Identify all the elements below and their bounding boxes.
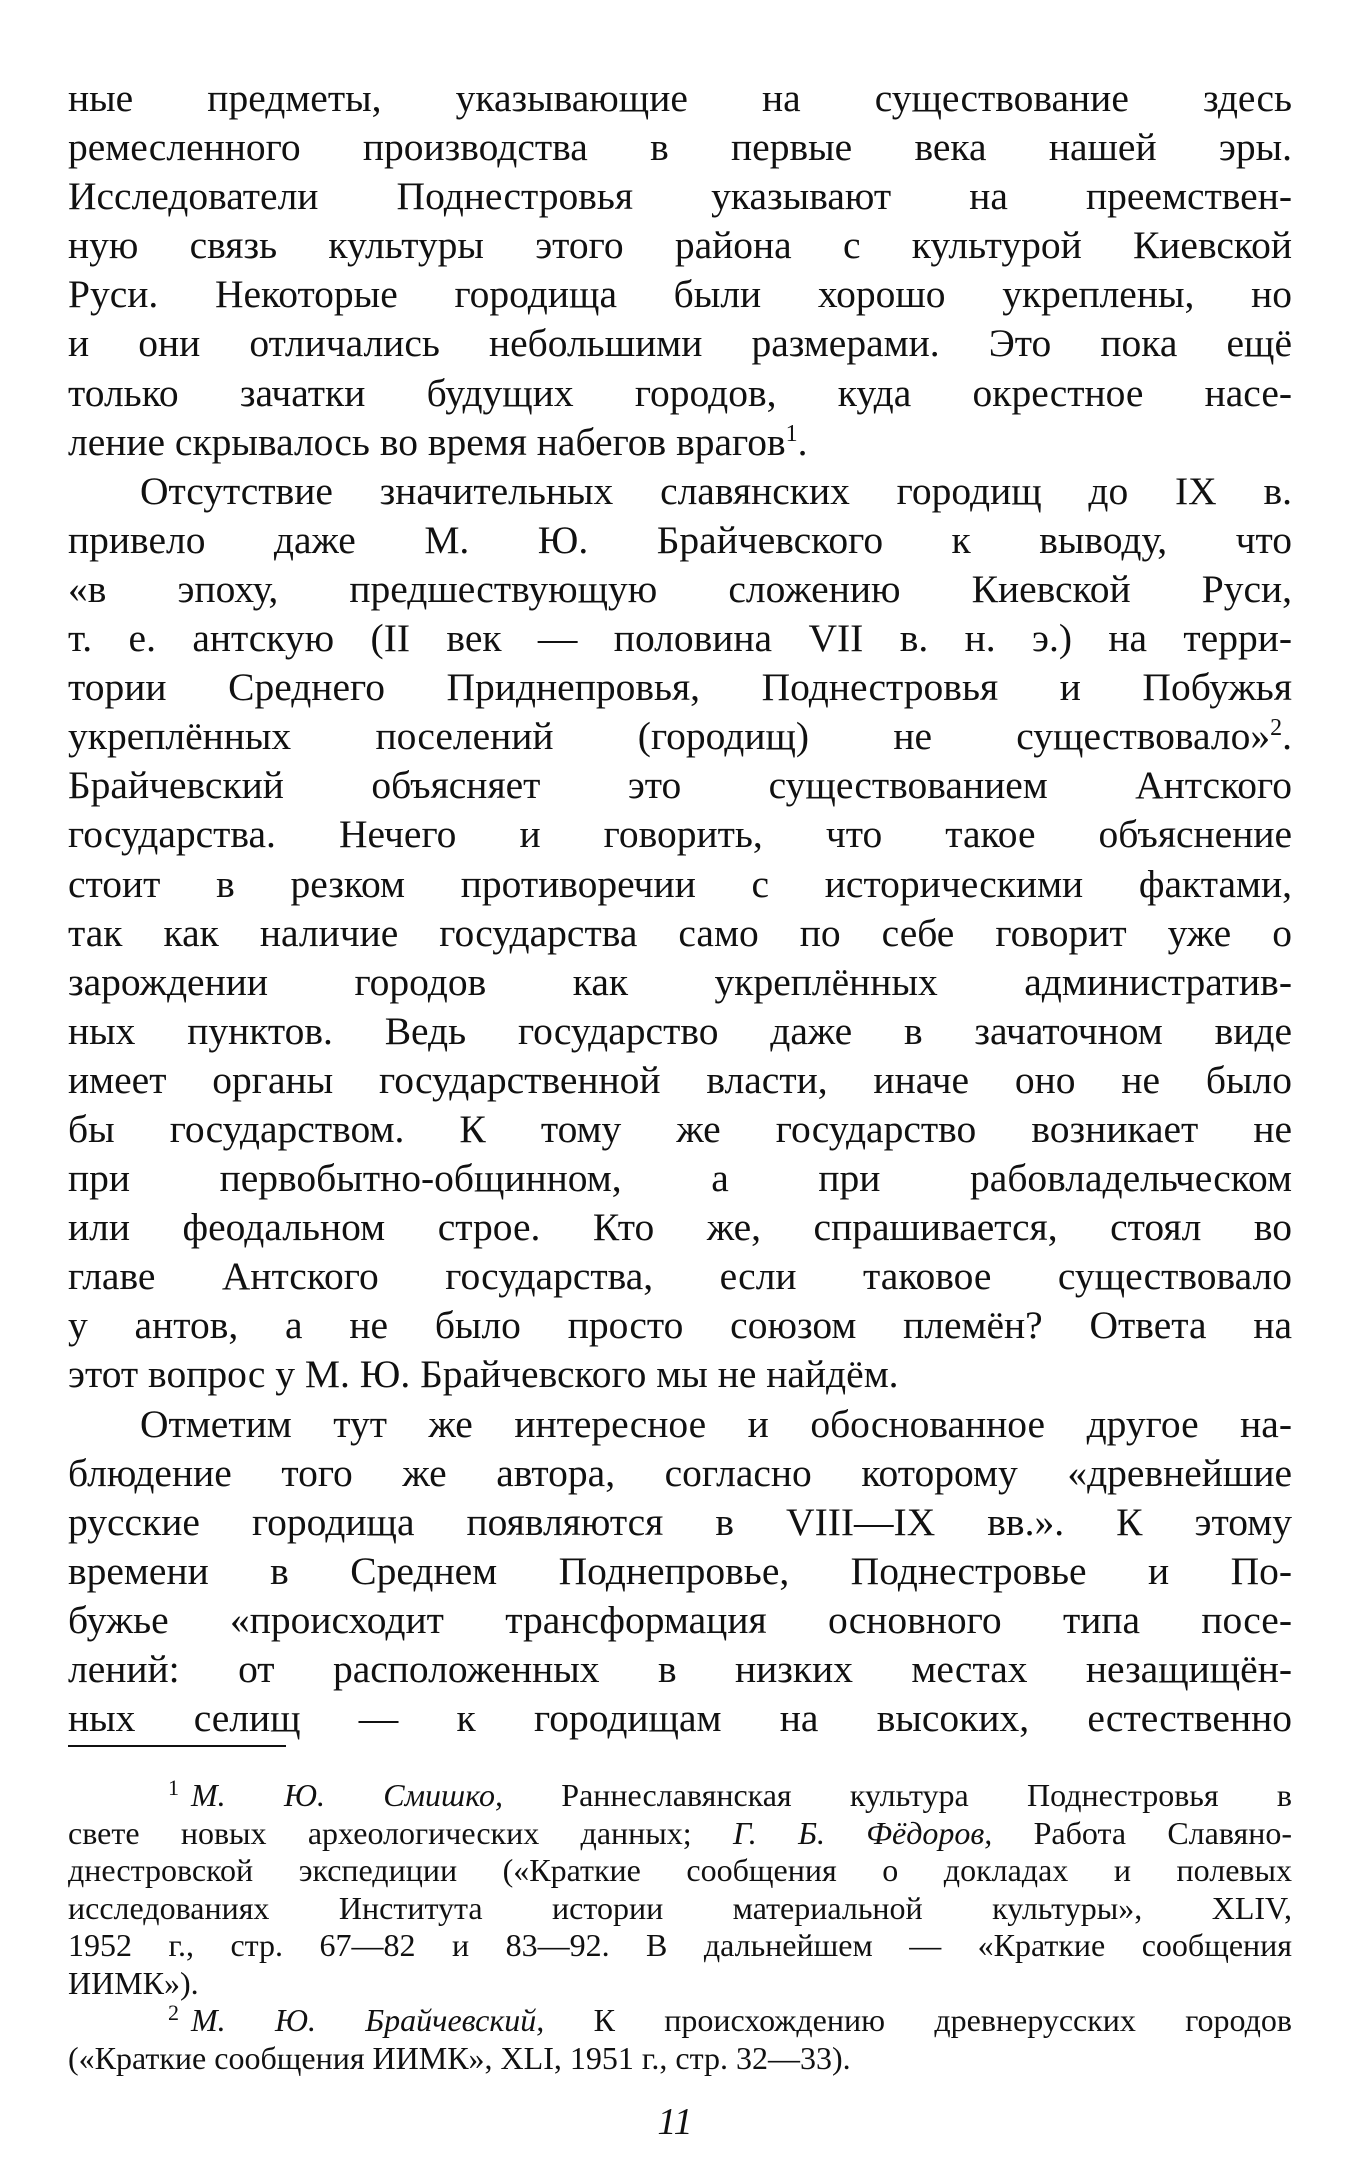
line-text: ных пунктов. Ведь государство даже в зачаточном виде: [68, 1008, 1292, 1053]
footnote-line: 1952 г., стр. 67—82 и 83—92. В дальнейшем — «Краткие сообщения: [68, 1927, 1292, 1963]
footnote-author: М. Ю. Брайчевский,: [191, 2002, 545, 2038]
line-text: государства. Нечего и говорить, что такое объяснение: [68, 812, 1292, 857]
text-line: [68, 221, 1292, 270]
text-line: [68, 172, 1292, 221]
footnotes: [68, 1777, 1292, 2077]
footnote-author: Г. Б. Фёдоров,: [732, 1814, 993, 1851]
line-text: времени в Среднем Поднепровье, Поднестровье и По-: [68, 1548, 1292, 1593]
line-text: имеет органы государственной власти, иначе оно не было: [68, 1057, 1292, 1102]
line-text: бы государством. К тому же государство возникает не: [68, 1106, 1292, 1151]
line-text: бужье «происходит трансформация основного типа посе-: [68, 1597, 1292, 1642]
main-text: [68, 74, 1292, 1743]
text-line: [68, 1449, 1292, 1498]
text-line: [68, 909, 1292, 958]
paragraph: [68, 467, 1292, 1400]
text-line: [68, 614, 1292, 663]
line-text: стоит в резком противоречии с историческими фактами,: [68, 861, 1292, 906]
text-line: [68, 74, 1292, 123]
line-text: ремесленного производства в первые века нашей эры.: [68, 125, 1292, 170]
line-text: так как наличие государства само по себе говорит уже о: [68, 910, 1292, 955]
text-line: [68, 1350, 1292, 1399]
line-text: главе Антского государства, если таковое существовало: [68, 1254, 1292, 1299]
line-text: Отметим тут же интересное и обоснованное другое на-: [140, 1401, 1292, 1446]
text-line: [68, 1498, 1292, 1547]
text-line: [68, 319, 1292, 368]
text-line: [68, 1596, 1292, 1645]
text-line: [68, 712, 1292, 761]
line-text: т. е. антскую (II век — половина VII в. н. э.) на терри-: [68, 616, 1292, 661]
footnote-line: [68, 1777, 1292, 1815]
line-tail: .: [797, 419, 808, 464]
footnote-line: [68, 2002, 1292, 2040]
page-number: 11: [657, 2101, 693, 2143]
footnote-number: 2: [168, 2000, 179, 2025]
line-text: зарождении городов как укреплённых административ-: [68, 959, 1292, 1004]
text-line: [68, 1154, 1292, 1203]
text-line: [68, 369, 1292, 418]
footnote-ref[interactable]: 1: [785, 420, 798, 447]
footnote-line: исследованиях Института истории материальной культуры», XLIV,: [68, 1889, 1292, 1926]
footnote-ref[interactable]: 2: [1270, 715, 1283, 742]
line-text: Отсутствие значительных славянских городищ до IX в.: [140, 468, 1292, 513]
line-tail: .: [1282, 714, 1292, 759]
line-text: тории Среднего Приднепровья, Поднестровья и Побужья: [68, 665, 1292, 710]
footnote-1: [68, 1777, 1292, 2002]
footnote-line: ИИМК»).: [68, 1964, 199, 2001]
text-line: [68, 1400, 1292, 1449]
footnote-separator: [68, 1745, 286, 1747]
footnote-text: свете новых археологических данных;: [68, 1814, 692, 1851]
footnote-line: [68, 1815, 1292, 1853]
paragraph: [68, 74, 1292, 467]
footnote-line: («Краткие сообщения ИИМК», XLI, 1951 г., стр. 32—33).: [68, 2039, 851, 2076]
footnote-number: 1: [168, 1775, 179, 1800]
line-text: ных селищ — к городищам на высоких, естественно: [68, 1696, 1292, 1741]
line-text: только зачатки будущих городов, куда окрестное насе-: [68, 370, 1292, 415]
text-line: [68, 565, 1292, 614]
line-text: или феодальном строе. Кто же, спрашивается, стоял во: [68, 1205, 1292, 1250]
line-text: Исследователи Поднестровья указывают на преемствен-: [68, 174, 1292, 219]
footnote-author: М. Ю. Смишко,: [191, 1777, 503, 1813]
line-text: русские городища появляются в VIII—IX вв.». К этому: [68, 1499, 1292, 1544]
text-line: [68, 123, 1292, 172]
line-text: ные предметы, указывающие на существование здесь: [68, 76, 1292, 120]
paragraph: [68, 1400, 1292, 1744]
text-line: [68, 1105, 1292, 1154]
text-line: [68, 418, 1292, 467]
text-line: [68, 958, 1292, 1007]
text-line: [68, 1547, 1292, 1596]
line-text: у антов, а не было просто союзом племён? Ответа на: [68, 1303, 1292, 1348]
line-text: и они отличались небольшими размерами. Это пока ещё: [68, 321, 1292, 366]
text-line: [68, 810, 1292, 859]
text-line: [68, 1694, 1292, 1743]
line-text: при первобытно-общинном, а при рабовладельческом: [68, 1156, 1292, 1201]
footnote-line: днестровской экспедиции («Краткие сообщения о докладах и полевых: [68, 1852, 1292, 1888]
line-text: блюдение того же автора, согласно которому «древнейшие: [68, 1450, 1292, 1495]
text-line: [68, 1056, 1292, 1105]
line-text: «в эпоху, предшествующую сложению Киевской Руси,: [68, 566, 1292, 611]
footnote-text: К происхождению древнерусских городов: [593, 2002, 1293, 2038]
text-line: [68, 1252, 1292, 1301]
line-text: Брайчевский объясняет это существованием Антского: [68, 763, 1292, 808]
footnote-text: Работа Славяно-: [1033, 1814, 1293, 1851]
text-line: [68, 1301, 1292, 1350]
text-line: [68, 270, 1292, 319]
text-line: [68, 860, 1292, 909]
text-line: [68, 467, 1292, 516]
page-body: [68, 74, 1292, 1743]
text-line: [68, 761, 1292, 810]
footnote-2: [68, 2002, 1292, 2077]
text-line: [68, 663, 1292, 712]
text-line: [68, 1203, 1292, 1252]
text-line: [68, 1007, 1292, 1056]
footnote-text: Раннеславянская культура Поднестровья в: [561, 1777, 1293, 1813]
line-text: укреплённых поселений (городищ) не существовало»: [68, 714, 1271, 759]
line-text: этот вопрос у М. Ю. Брайчевского мы не найдём.: [68, 1352, 899, 1397]
text-line: [68, 516, 1292, 565]
line-text: Руси. Некоторые городища были хорошо укреплены, но: [68, 272, 1292, 317]
line-text: ление скрывалось во время набегов врагов: [68, 419, 786, 464]
line-text: ную связь культуры этого района с культурой Киевской: [68, 223, 1292, 268]
line-text: привело даже М. Ю. Брайчевского к выводу, что: [68, 517, 1292, 562]
text-line: [68, 1645, 1292, 1694]
line-text: лений: от расположенных в низких местах незащищён-: [68, 1647, 1292, 1691]
